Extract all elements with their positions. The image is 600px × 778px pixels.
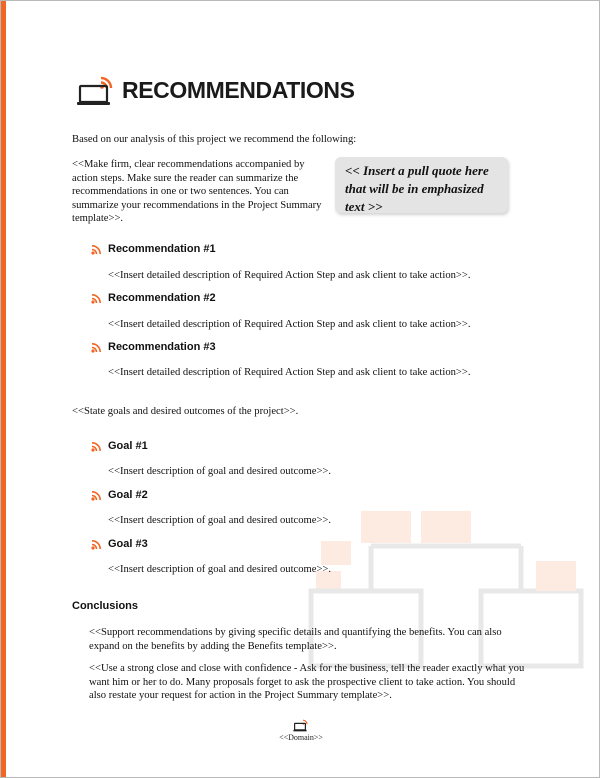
goals-intro-text: <<State goals and desired outcomes of the project>>.: [72, 406, 299, 417]
recommendation-item: [91, 341, 216, 353]
laptop-signal-icon: [293, 718, 309, 732]
goal-item: [91, 440, 148, 452]
section-heading: [76, 73, 355, 107]
laptop-signal-icon: [76, 73, 116, 107]
pull-quote-box: [335, 157, 508, 213]
intro-text: Based on our analysis of this project we recommend the following:: [72, 134, 357, 145]
goal-item: [91, 538, 148, 550]
recommendation-label: Recommendation #1: [108, 243, 216, 255]
recommendation-label: Recommendation #3: [108, 341, 216, 353]
goal-description: <<Insert description of goal and desired outcome>>.: [108, 515, 332, 526]
recommendation-description: <<Insert detailed description of Required Action Step and ask client to take action>>.: [108, 319, 471, 330]
signal-bullet-icon: [91, 342, 102, 353]
goal-item: [91, 489, 148, 501]
page-title: RECOMMENDATIONS: [122, 76, 355, 103]
goal-description: <<Insert description of goal and desired outcome>>.: [108, 466, 332, 477]
signal-bullet-icon: [91, 244, 102, 255]
goal-description: <<Insert description of goal and desired outcome>>.: [108, 564, 332, 575]
signal-bullet-icon: [91, 490, 102, 501]
signal-bullet-icon: [91, 539, 102, 550]
recommendation-description: <<Insert detailed description of Required Action Step and ask client to take action>>.: [108, 367, 471, 378]
goal-label: Goal #2: [108, 489, 148, 501]
accent-bar: [1, 1, 6, 778]
conclusions-paragraph: <<Use a strong close and close with confidence - Ask for the business, tell the reader exactly what you want him or her to do. Many proposals forget to ask the prospective client to take action. You should also restate your request for action in the Project Summary template>>.: [89, 663, 525, 702]
conclusions-paragraph: <<Support recommendations by giving specific details and quantifying the benefits. You can also expand on the benefits by adding the Benefits template>>.: [89, 627, 502, 652]
recommendation-item: [91, 292, 216, 304]
conclusions-heading: Conclusions: [72, 600, 139, 612]
signal-bullet-icon: [91, 441, 102, 452]
recommendation-item: [91, 243, 216, 255]
signal-bullet-icon: [91, 293, 102, 304]
recommendation-label: Recommendation #2: [108, 292, 216, 304]
recommendation-description: <<Insert detailed description of Required Action Step and ask client to take action>>.: [108, 270, 471, 281]
footer-domain: <<Domain>>: [279, 733, 323, 742]
goal-label: Goal #3: [108, 538, 148, 550]
goal-label: Goal #1: [108, 440, 148, 452]
recommendations-body-text: <<Make firm, clear recommendations accompanied by action steps. Make sure the reader can summarize the recommendations in one or two sentences. You can summarize your recommendations in the Project Summary template>>.: [72, 159, 322, 225]
page-footer: [1, 718, 600, 742]
pull-quote-text: << Insert a pull quote here that will be in emphasized text >>: [345, 163, 489, 214]
